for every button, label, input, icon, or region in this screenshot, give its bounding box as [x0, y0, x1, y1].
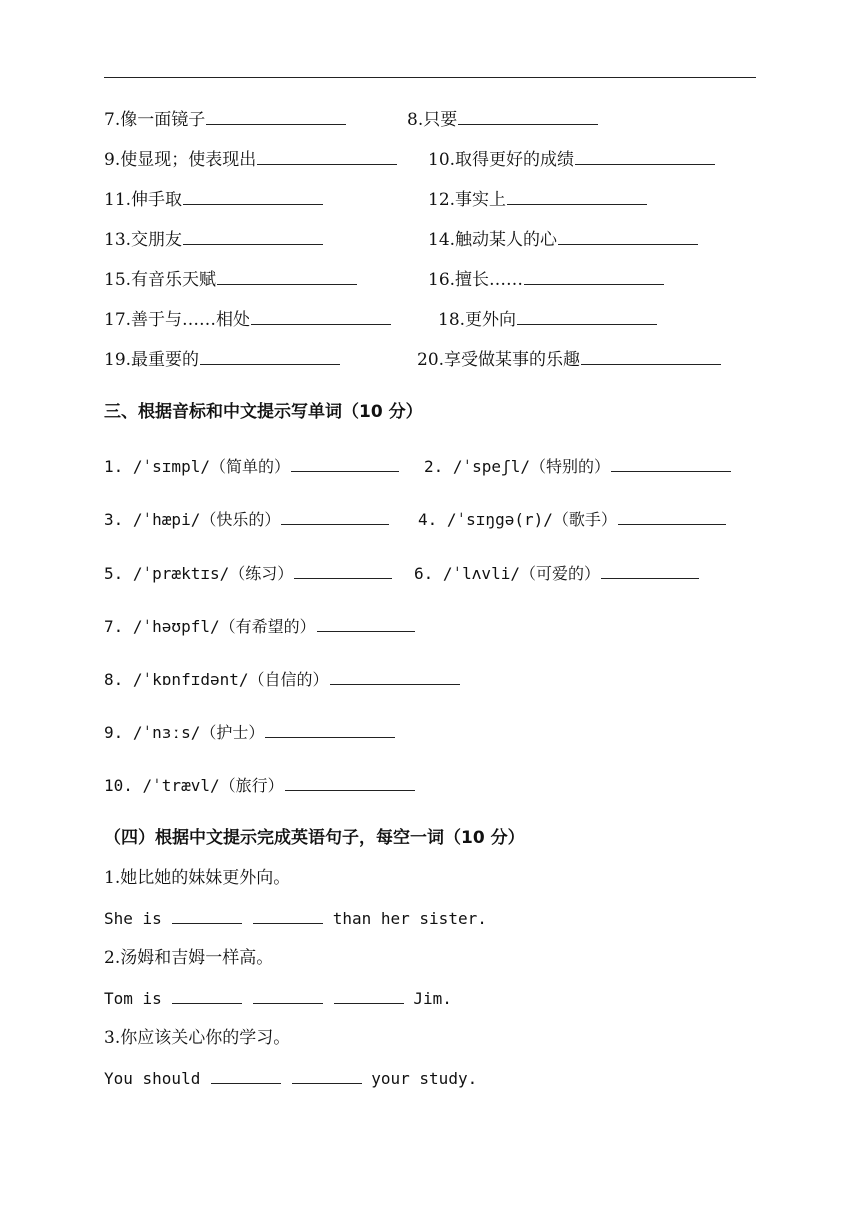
answer-blank[interactable] [458, 108, 598, 125]
answer-blank[interactable] [294, 562, 392, 579]
phrase-9: 9.使显现；使表现出 [104, 148, 397, 171]
answer-blank[interactable] [281, 508, 389, 525]
phonetic-item-4: 4. /ˈsɪŋgə(r)/（歌手） [418, 508, 726, 531]
phrase-16: 16.擅长…… [428, 268, 664, 291]
phonetic-item-2: 2. /ˈspeʃl/（特别的） [424, 455, 731, 478]
section3-heading: 三、根据音标和中文提示写单词（10 分） [104, 402, 423, 422]
phonetic-item-6: 6. /ˈlʌvli/（可爱的） [414, 562, 699, 585]
phonetic-item-10: 10. /ˈtrævl/（旅行） [104, 774, 415, 797]
phrase-15: 15.有音乐天赋 [104, 268, 357, 291]
phrase-13: 13.交朋友 [104, 228, 323, 251]
answer-blank[interactable] [317, 615, 415, 632]
answer-blank[interactable] [206, 108, 346, 125]
answer-blank[interactable] [183, 188, 323, 205]
answer-blank[interactable] [601, 562, 699, 579]
answer-blank[interactable] [517, 308, 657, 325]
phonetic-item-3: 3. /ˈhæpi/（快乐的） [104, 508, 389, 531]
sentence-3-chinese: 3.你应该关心你的学习。 [104, 1028, 291, 1048]
answer-blank[interactable] [183, 228, 323, 245]
sentence-3-english: You should your study. [104, 1069, 478, 1088]
phrase-18: 18.更外向 [438, 308, 657, 331]
answer-blank[interactable] [330, 668, 460, 685]
answer-blank[interactable] [285, 774, 415, 791]
answer-blank[interactable] [211, 1067, 281, 1084]
sentence-2-chinese: 2.汤姆和吉姆一样高。 [104, 948, 274, 968]
phrase-12: 12.事实上 [428, 188, 647, 211]
phonetic-item-1: 1. /ˈsɪmpl/（简单的） [104, 455, 399, 478]
answer-blank[interactable] [172, 907, 242, 924]
answer-blank[interactable] [253, 987, 323, 1004]
phrase-11: 11.伸手取 [104, 188, 323, 211]
section4-heading: （四）根据中文提示完成英语句子，每空一词（10 分） [104, 828, 525, 848]
phrase-14: 14.触动某人的心 [428, 228, 698, 251]
answer-blank[interactable] [217, 268, 357, 285]
phonetic-item-9: 9. /ˈnɜːs/（护士） [104, 721, 395, 744]
answer-blank[interactable] [524, 268, 664, 285]
phrase-17: 17.善于与……相处 [104, 308, 391, 331]
phonetic-item-8: 8. /ˈkɒnfɪdənt/（自信的） [104, 668, 460, 691]
answer-blank[interactable] [618, 508, 726, 525]
answer-blank[interactable] [507, 188, 647, 205]
phrase-10: 10.取得更好的成绩 [428, 148, 715, 171]
answer-blank[interactable] [251, 308, 391, 325]
answer-blank[interactable] [575, 148, 715, 165]
answer-blank[interactable] [581, 348, 721, 365]
sentence-2-english: Tom is Jim. [104, 989, 452, 1008]
answer-blank[interactable] [172, 987, 242, 1004]
phrase-20: 20.享受做某事的乐趣 [417, 348, 721, 371]
phonetic-item-5: 5. /ˈpræktɪs/（练习） [104, 562, 392, 585]
phrase-19: 19.最重要的 [104, 348, 340, 371]
answer-blank[interactable] [611, 455, 731, 472]
phrase-8: 8.只要 [407, 108, 598, 131]
phonetic-item-7: 7. /ˈhəʊpfl/（有希望的） [104, 615, 415, 638]
answer-blank[interactable] [558, 228, 698, 245]
answer-blank[interactable] [253, 907, 323, 924]
answer-blank[interactable] [334, 987, 404, 1004]
sentence-1-english: She is than her sister. [104, 909, 487, 928]
header-rule [104, 77, 756, 78]
answer-blank[interactable] [257, 148, 397, 165]
phrase-7: 7.像一面镜子 [104, 108, 346, 131]
answer-blank[interactable] [265, 721, 395, 738]
answer-blank[interactable] [291, 455, 399, 472]
answer-blank[interactable] [200, 348, 340, 365]
answer-blank[interactable] [292, 1067, 362, 1084]
sentence-1-chinese: 1.她比她的妹妹更外向。 [104, 868, 291, 888]
